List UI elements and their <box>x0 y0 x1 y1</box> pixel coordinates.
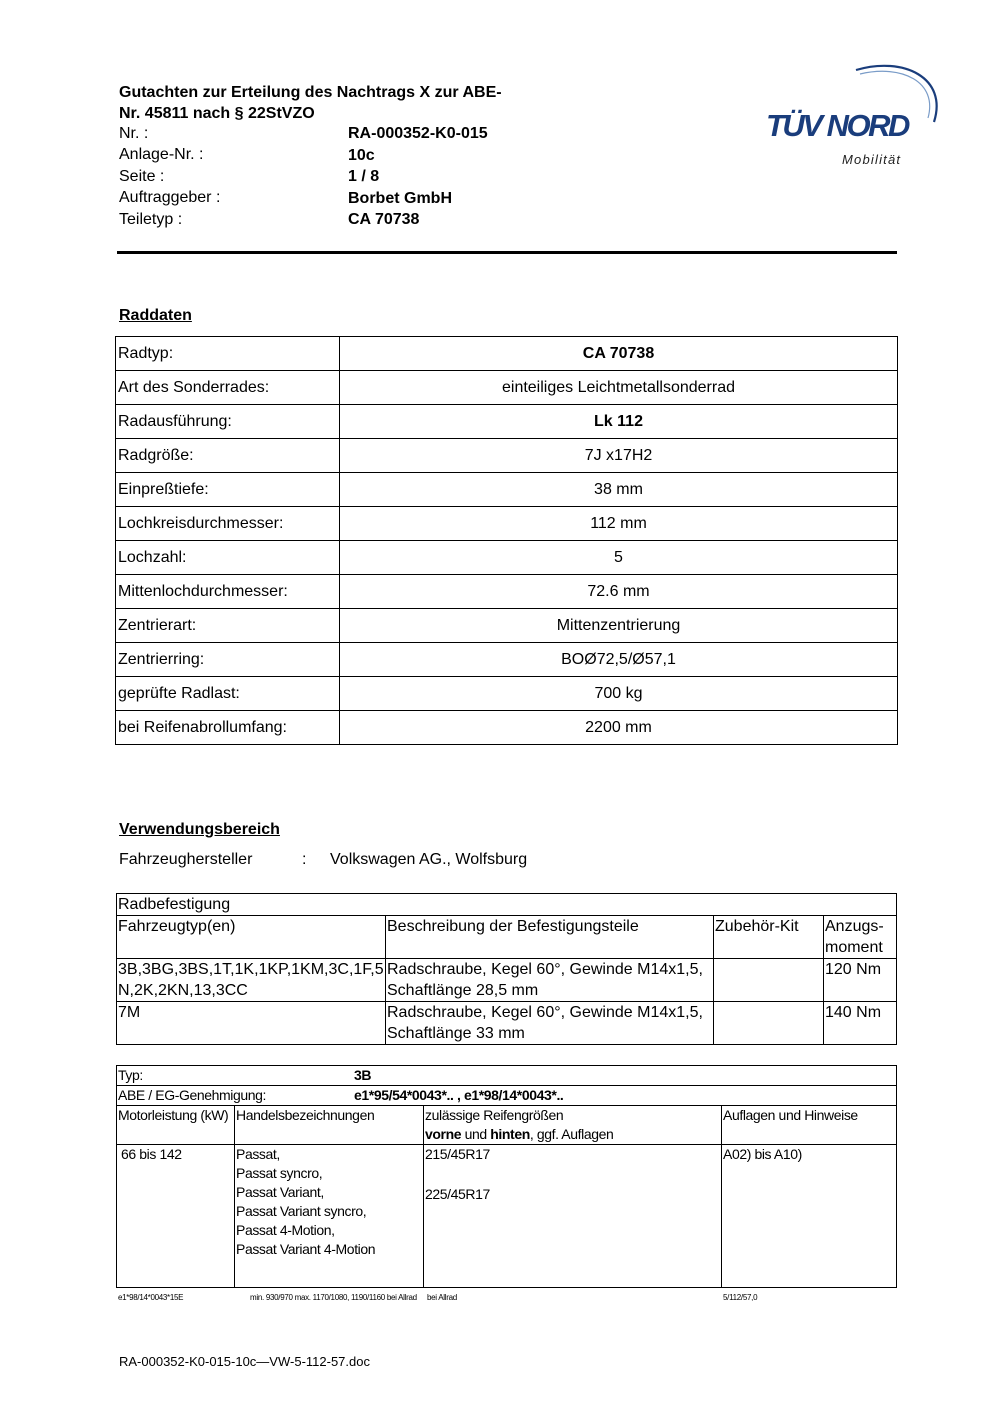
title-line-1: Gutachten zur Erteilung des Nachtrags X zur ABE- <box>119 84 502 101</box>
header-divider <box>117 251 897 254</box>
cell-label: Lochkreisdurchmesser: <box>116 507 340 541</box>
logo-sub-text: Mobilität <box>842 152 902 167</box>
table-row <box>116 337 898 371</box>
cell-zubehoer <box>714 1002 824 1045</box>
table-row <box>116 371 898 405</box>
cell-reifen <box>424 1145 722 1288</box>
note-e1: e1*98/14*0043*15E <box>118 1293 184 1302</box>
cell-auflagen: A02) bis A10) <box>722 1145 897 1288</box>
col-header-auflagen: Auflagen und Hinweise <box>722 1106 897 1145</box>
radbefestigung-title: Radbefestigung <box>117 894 897 916</box>
table-row <box>116 439 898 473</box>
raddaten-table <box>115 336 898 745</box>
cell-value: CA 70738 <box>340 337 898 371</box>
hersteller-colon: : <box>302 851 307 868</box>
cell-label: Zentrierring: <box>116 643 340 677</box>
handel-item: Passat Variant, <box>236 1184 324 1200</box>
reifen-header-hinten: hinten <box>490 1126 530 1142</box>
col-header-anzugsmoment: Anzugs-moment <box>824 916 897 959</box>
col-header-reifen <box>424 1106 722 1145</box>
reifen-header-vorne: vorne <box>425 1126 462 1142</box>
reifen-header-line1: zulässige Reifengrößen <box>425 1107 564 1123</box>
cell-fahrzeugtyp: 7M <box>117 1002 386 1045</box>
footer-filename: RA-000352-K0-015-10c—VW-5-112-57.doc <box>119 1354 370 1369</box>
typ-table <box>116 1065 897 1288</box>
abe-value: e1*95/54*0043*.. , e1*98/14*0043*.. <box>354 1087 564 1103</box>
table-row <box>117 894 897 916</box>
cell-value: 112 mm <box>340 507 898 541</box>
note-allrad: bei Allrad <box>427 1293 457 1302</box>
table-row <box>117 1086 897 1106</box>
header-label-teiletyp: Teiletyp : <box>119 211 183 228</box>
col-header-zubehoer: Zubehör-Kit <box>714 916 824 959</box>
handel-item: Passat Variant syncro, <box>236 1203 367 1219</box>
cell-value: 5 <box>340 541 898 575</box>
header-value-auftraggeber: Borbet GmbH <box>348 190 452 207</box>
cell-label: Radausführung: <box>116 405 340 439</box>
cell-value: 2200 mm <box>340 711 898 745</box>
verwendung-title: Verwendungsbereich <box>119 821 280 838</box>
cell-value: 7J x17H2 <box>340 439 898 473</box>
cell-value: Lk 112 <box>340 405 898 439</box>
cell-label: bei Reifenabrollumfang: <box>116 711 340 745</box>
col-header-fahrzeugtyp: Fahrzeugtyp(en) <box>117 916 386 959</box>
header-value-teiletyp: CA 70738 <box>348 211 420 228</box>
cell-label: Mittenlochdurchmesser: <box>116 575 340 609</box>
reifen-header-und: und <box>461 1126 491 1142</box>
reifen-item: 215/45R17 <box>425 1146 490 1162</box>
table-row <box>116 541 898 575</box>
table-row <box>116 609 898 643</box>
note-lk: 5/112/57,0 <box>723 1293 758 1302</box>
cell-value: einteiliges Leichtmetallsonderrad <box>340 371 898 405</box>
raddaten-title: Raddaten <box>119 307 192 324</box>
cell-value: 700 kg <box>340 677 898 711</box>
cell-label: Radgröße: <box>116 439 340 473</box>
handel-item: Passat 4-Motion, <box>236 1222 335 1238</box>
handel-item: Passat, <box>236 1146 280 1162</box>
cell-handel <box>235 1145 424 1288</box>
cell-label: Zentrierart: <box>116 609 340 643</box>
header-label-seite: Seite : <box>119 168 165 185</box>
cell-motor: 66 bis 142 <box>117 1145 235 1288</box>
table-row <box>116 643 898 677</box>
typ-label: Typ: <box>118 1067 143 1083</box>
reifen-header-rest: , ggf. Auflagen <box>529 1126 614 1142</box>
note-min-max: min. 930/970 max. 1170/1080, 1190/1160 bei Allrad <box>250 1293 417 1302</box>
handel-item: Passat Variant 4-Motion <box>236 1241 376 1257</box>
cell-value: BOØ72,5/Ø57,1 <box>340 643 898 677</box>
col-header-handel: Handelsbezeichnungen <box>235 1106 424 1145</box>
hersteller-label: Fahrzeughersteller <box>119 851 253 868</box>
table-row <box>116 711 898 745</box>
title-line-2: Nr. 45811 nach § 22StVZO <box>119 105 315 122</box>
table-header-row <box>117 1106 897 1145</box>
cell-beschreibung: Radschraube, Kegel 60°, Gewinde M14x1,5, Schaftlänge 28,5 mm <box>386 959 714 1002</box>
header-label-anlage: Anlage-Nr. : <box>119 146 204 163</box>
table-row <box>117 1066 897 1086</box>
radbefestigung-table <box>116 893 897 1045</box>
cell-value: Mittenzentrierung <box>340 609 898 643</box>
cell-label: Art des Sonderrades: <box>116 371 340 405</box>
header-label-auftraggeber: Auftraggeber : <box>119 189 221 206</box>
typ-value: 3B <box>354 1067 372 1083</box>
hersteller-value: Volkswagen AG., Wolfsburg <box>330 851 528 868</box>
cell-label: geprüfte Radlast: <box>116 677 340 711</box>
cell-zubehoer <box>714 959 824 1002</box>
header-label-nr: Nr. : <box>119 125 149 142</box>
table-row <box>116 507 898 541</box>
col-header-motor: Motorleistung (kW) <box>117 1106 235 1145</box>
table-row <box>116 575 898 609</box>
col-header-beschreibung: Beschreibung der Befestigungsteile <box>386 916 714 959</box>
document-title <box>119 82 579 124</box>
cell-label: Einpreßtiefe: <box>116 473 340 507</box>
tuv-nord-logo <box>764 60 940 170</box>
table-row <box>117 1145 897 1288</box>
table-header-row <box>117 916 897 959</box>
cell-fahrzeugtyp: 3B,3BG,3BS,1T,1K,1KP,1KM,3C,1F,5N,2K,2KN,13,3CC <box>117 959 386 1002</box>
header-value-seite: 1 / 8 <box>348 168 380 185</box>
header-value-anlage: 10c <box>348 147 375 164</box>
logo-brand-text: TÜV NORD <box>766 108 908 143</box>
table-row <box>117 959 897 1002</box>
table-row <box>116 473 898 507</box>
table-row <box>117 1002 897 1045</box>
cell-beschreibung: Radschraube, Kegel 60°, Gewinde M14x1,5, Schaftlänge 33 mm <box>386 1002 714 1045</box>
cell-value: 72.6 mm <box>340 575 898 609</box>
cell-anzugsmoment: 120 Nm <box>824 959 897 1002</box>
table-row <box>116 677 898 711</box>
reifen-item: 225/45R17 <box>425 1186 490 1202</box>
abe-label: ABE / EG-Genehmigung: <box>118 1087 267 1103</box>
header-value-nr: RA-000352-K0-015 <box>348 125 488 142</box>
cell-label: Lochzahl: <box>116 541 340 575</box>
cell-label: Radtyp: <box>116 337 340 371</box>
handel-item: Passat syncro, <box>236 1165 323 1181</box>
cell-value: 38 mm <box>340 473 898 507</box>
table-row <box>116 405 898 439</box>
cell-anzugsmoment: 140 Nm <box>824 1002 897 1045</box>
